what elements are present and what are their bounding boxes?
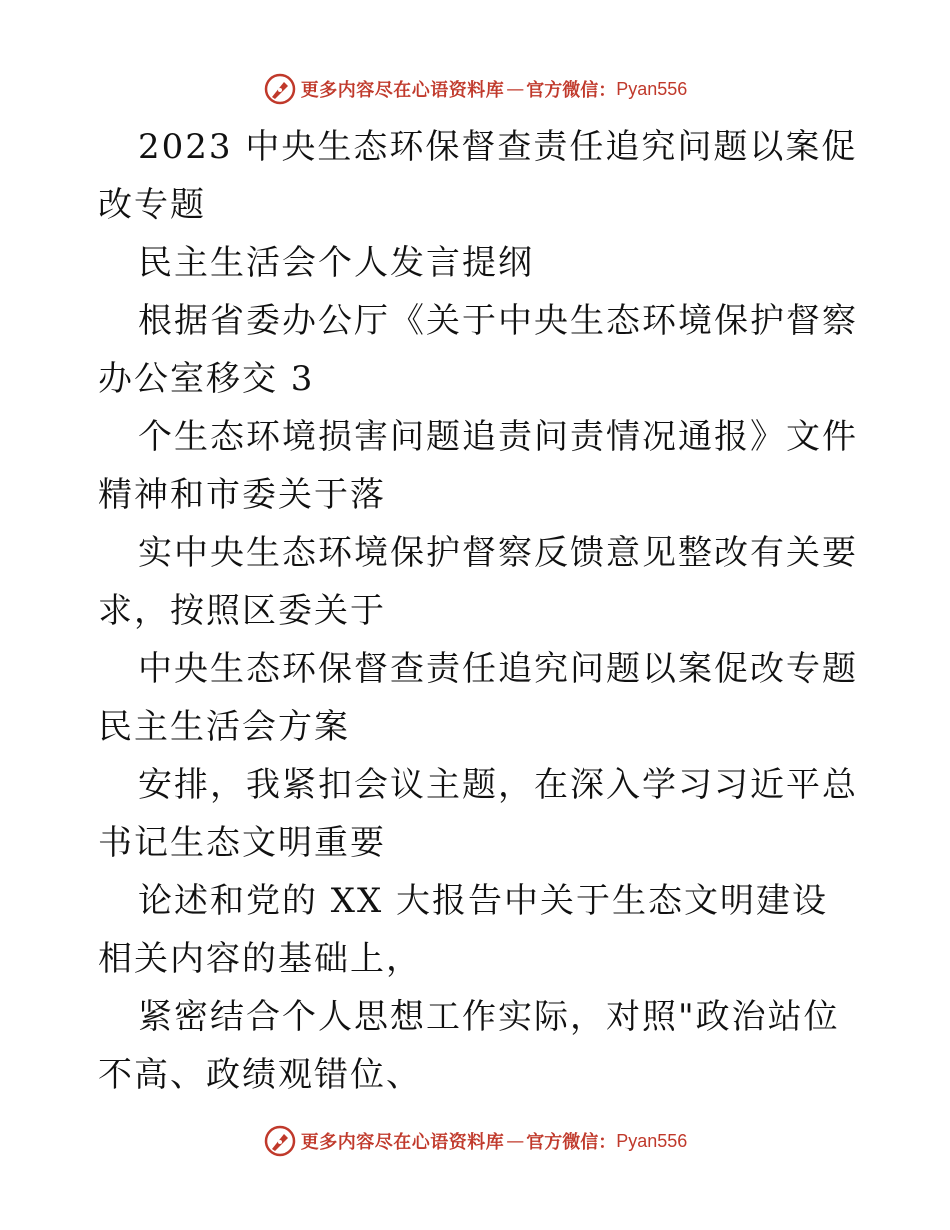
- banner-brand-text: 更多内容尽在心语资料库: [300, 1132, 505, 1153]
- paragraph-title: 2023 中央生态环保督查责任追究问题以案促改专题: [98, 127, 858, 225]
- document-body: [98, 118, 858, 1104]
- banner-wechat-id: Pyan556: [616, 78, 688, 99]
- paragraph: 安排，我紧扣会议主题，在深入学习习近平总书记生态文明重要: [98, 765, 858, 863]
- pen-nib-circle-icon: [263, 1124, 297, 1158]
- paragraph: 根据省委办公厅《关于中央生态环境保护督察办公室移交 3: [98, 301, 858, 399]
- paragraph: 紧密结合个人思想工作实际，对照"政治站位不高、政绩观错位、: [98, 997, 840, 1095]
- paragraph: 个生态环境损害问题追责问责情况通报》文件精神和市委关于落: [98, 417, 858, 515]
- paragraph: 实中央生态环境保护督察反馈意见整改有关要求，按照区委关于: [98, 533, 858, 631]
- banner-official-label: 官方微信：: [526, 1132, 617, 1153]
- pen-nib-circle-icon: [263, 72, 297, 106]
- header-watermark-banner: [0, 72, 950, 106]
- banner-dash: —: [506, 78, 525, 100]
- banner-dash: —: [506, 1130, 525, 1152]
- banner-brand-text: 更多内容尽在心语资料库: [300, 80, 505, 101]
- banner-wechat-id: Pyan556: [616, 1130, 688, 1151]
- paragraph-subtitle: 民主生活会个人发言提纲: [138, 243, 534, 283]
- footer-watermark-banner: [0, 1124, 950, 1158]
- banner-official-label: 官方微信：: [526, 80, 617, 101]
- paragraph: 中央生态环保督查责任追究问题以案促改专题民主生活会方案: [98, 649, 858, 747]
- paragraph: 论述和党的 XX 大报告中关于生态文明建设相关内容的基础上，: [98, 881, 829, 979]
